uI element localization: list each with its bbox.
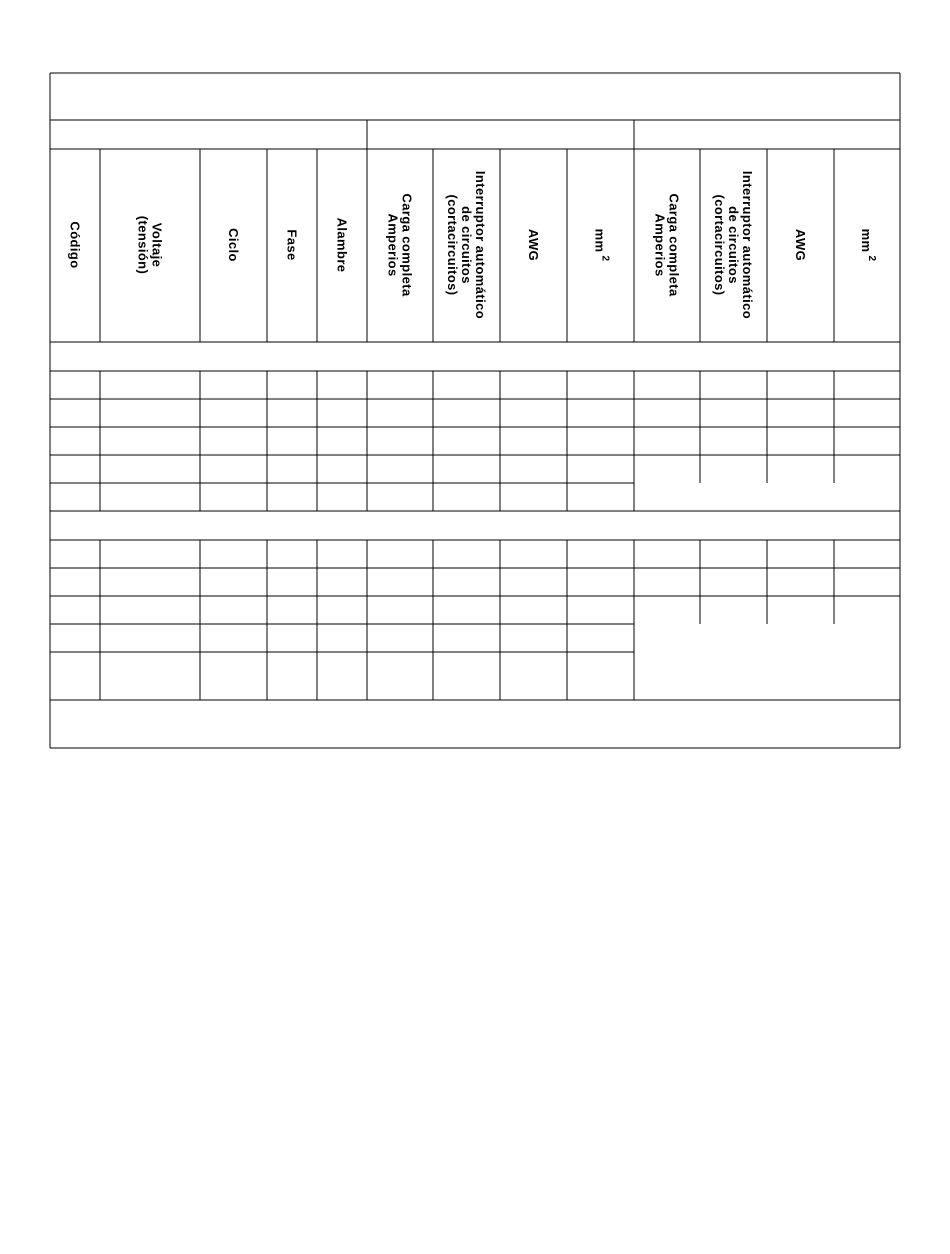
header-label-line: Amperios: [652, 213, 668, 277]
header-interruptor-2: [712, 171, 755, 319]
header-label-line: Alambre: [334, 217, 350, 273]
header-label-line: Amperios: [385, 213, 401, 277]
header-label-unit: mm: [593, 228, 608, 253]
header-label-line: Fase: [284, 229, 300, 261]
header-label-superscript: 2: [600, 255, 611, 262]
column-headers: [68, 171, 878, 319]
header-label-line: (tensión): [135, 215, 151, 275]
header-label-line: (cortacircuitos): [445, 194, 460, 296]
header-ciclo: [226, 228, 241, 262]
header-label-superscript: 2: [866, 255, 878, 262]
header-awg-1: [526, 229, 541, 261]
header-label-line: AWG: [526, 228, 541, 262]
header-label-line: Interruptor automático: [473, 170, 488, 320]
header-carga-completa-2: [653, 193, 682, 297]
header-label-line: Carga completa: [399, 193, 415, 297]
header-label: [860, 229, 878, 262]
header-label-unit: mm: [859, 228, 875, 253]
header-label: [593, 229, 611, 262]
header-fase: [285, 229, 300, 260]
header-interruptor-1: [445, 171, 488, 319]
header-label-line: Voltaje: [149, 222, 165, 268]
header-carga-completa-1: [386, 193, 415, 297]
header-label-line: Código: [67, 221, 83, 269]
header-label-line: de circuitos: [459, 206, 474, 284]
header-alambre: [335, 218, 350, 273]
header-label-line: de circuitos: [726, 206, 741, 284]
header-awg-2: [793, 229, 808, 261]
header-label-line: AWG: [793, 228, 808, 262]
header-label-line: Carga completa: [666, 193, 682, 297]
header-mm2-2: [860, 229, 878, 262]
header-label-line: Interruptor automático: [740, 170, 755, 320]
header-label-line: Ciclo: [226, 228, 241, 262]
header-voltaje: [136, 216, 165, 274]
header-label-line: (cortacircuitos): [712, 194, 727, 296]
header-mm2-1: [593, 229, 611, 262]
header-codigo: [68, 221, 83, 268]
